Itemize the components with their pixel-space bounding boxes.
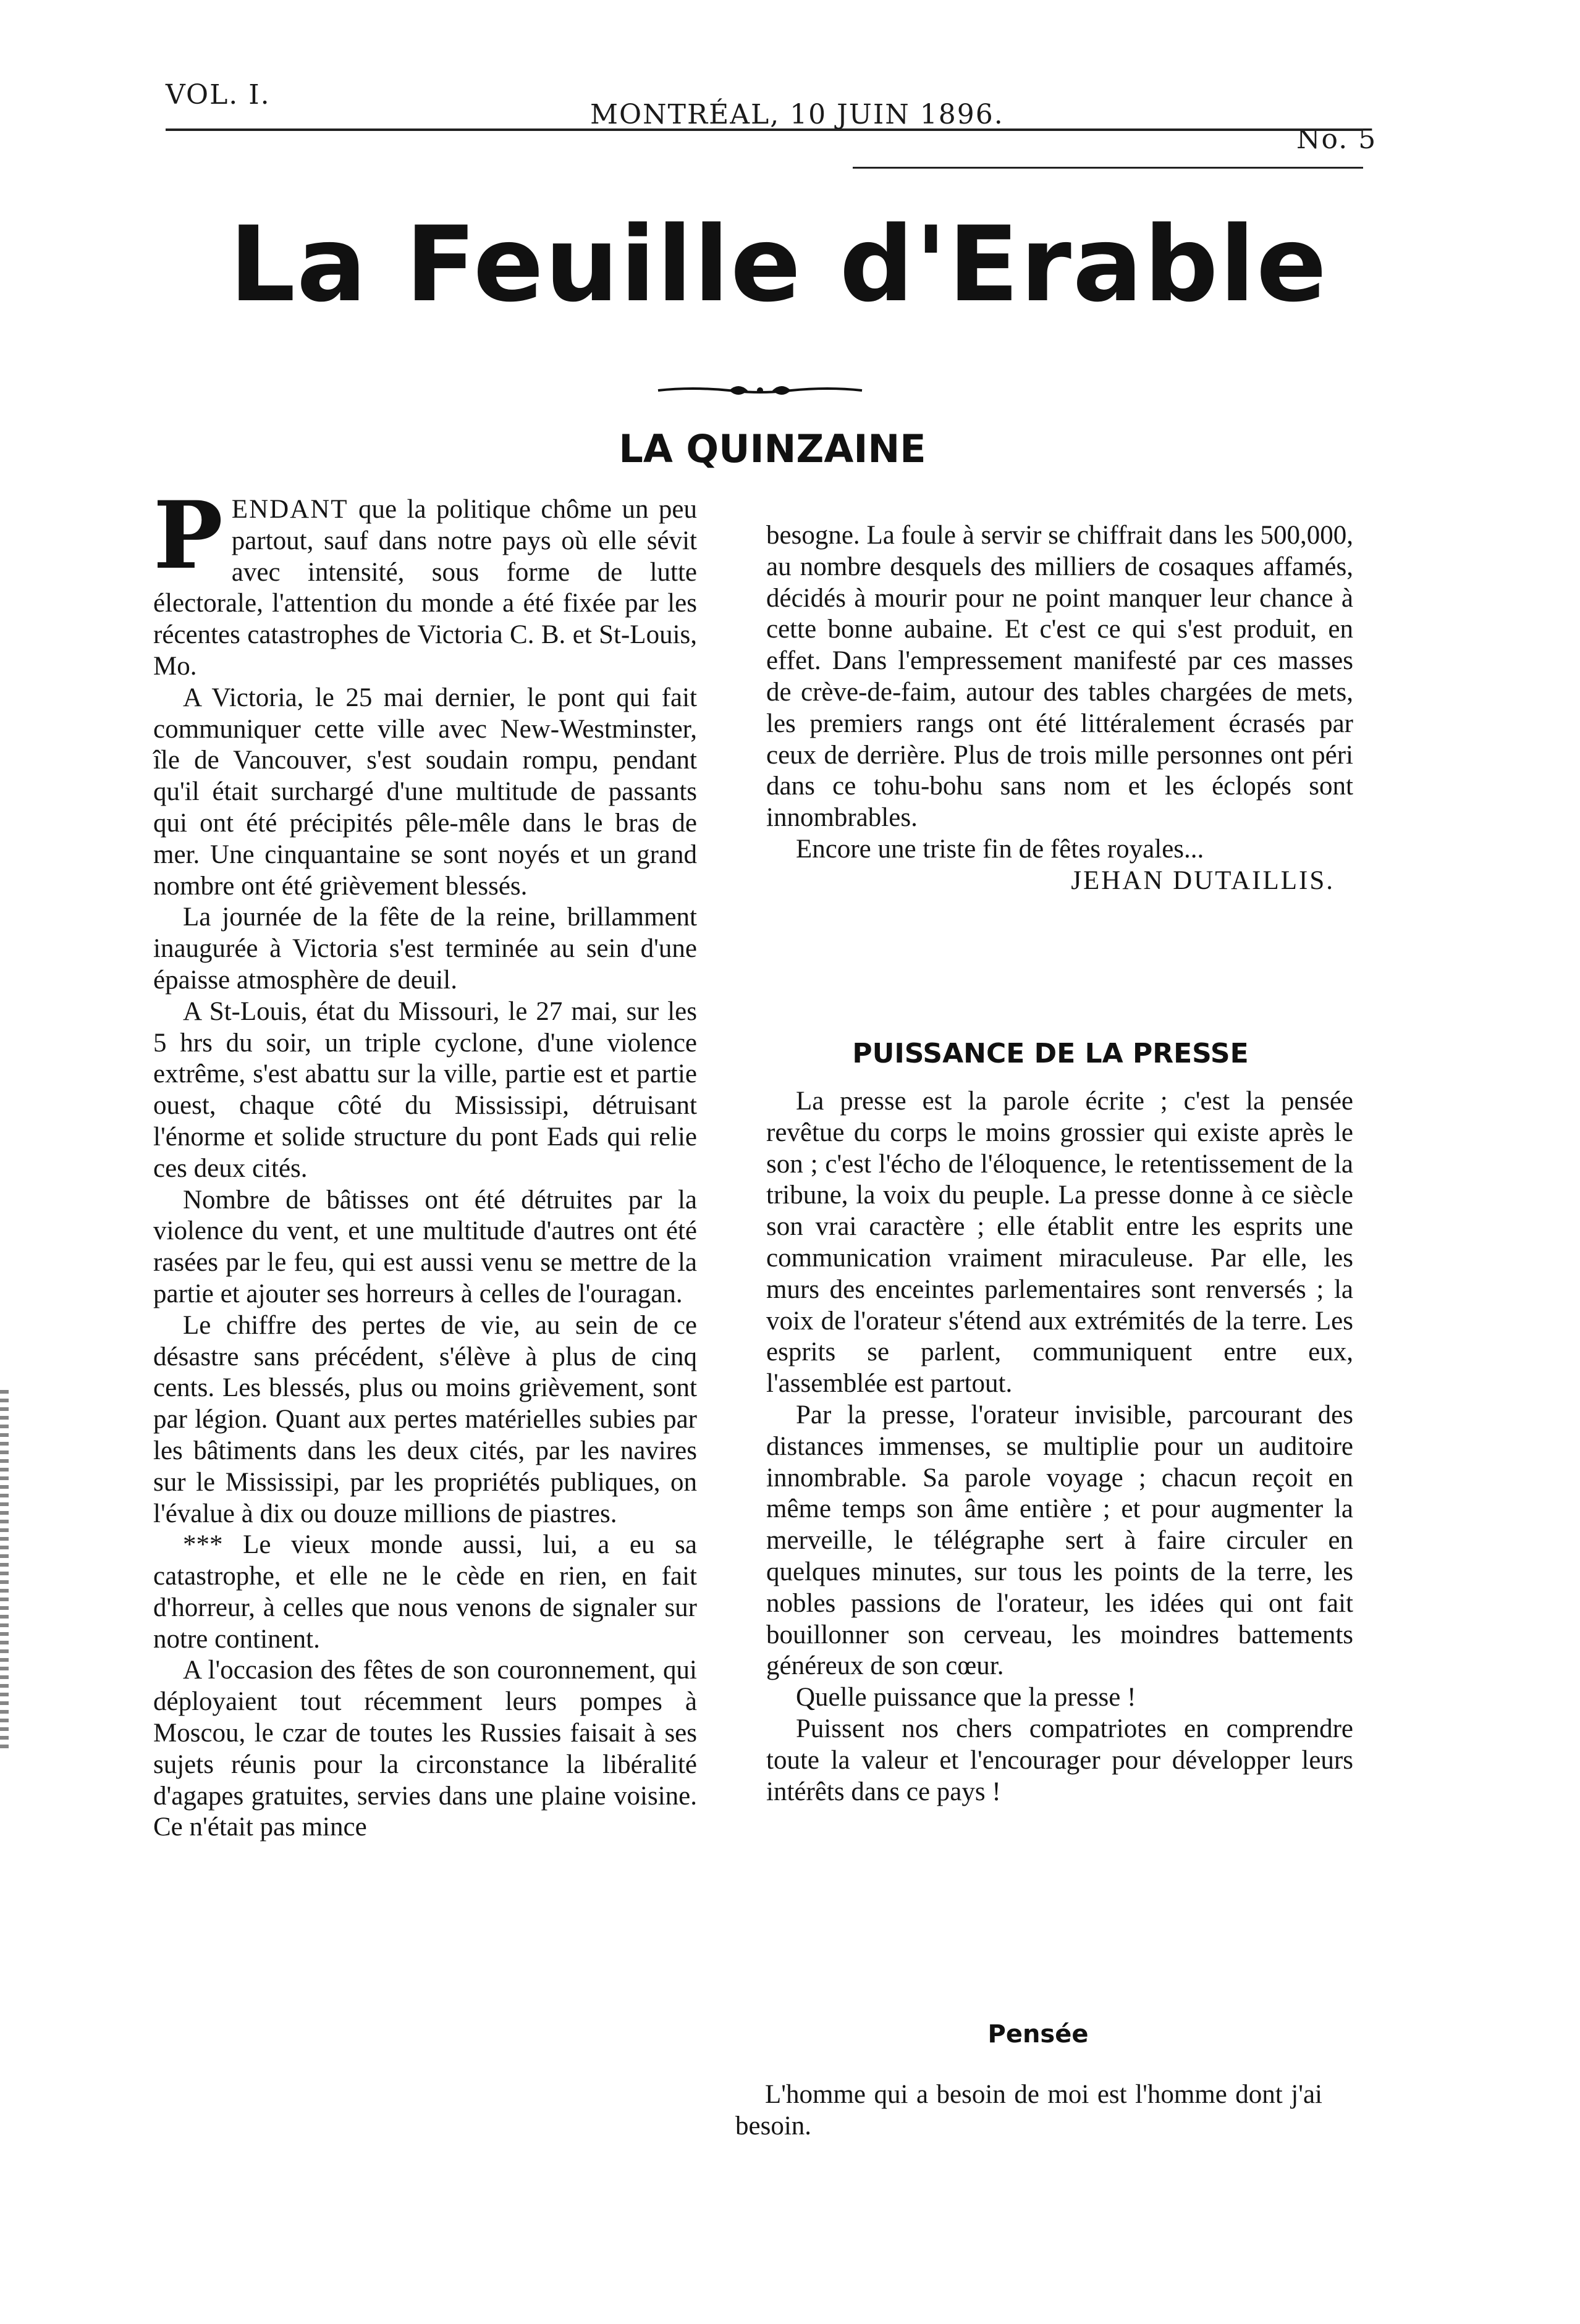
article-paragraph: Le chiffre des pertes de vie, au sein de ce désastre sans précédent, s'élève à plus de cinq cents. Les blessés, plus ou moins grièvement, sont par légion. Quant aux pertes matérielles subies par les bâtiments dans les deux cités, par les navires sur le Mississipi, par les propriétés publiques, on l'évalue à dix ou douze millions de piastres. [153,1310,697,1528]
article-paragraph: Quelle puissance que la presse ! [796,1683,1136,1712]
scan-edge-artifact [0,1390,9,1748]
issue-number: No. 5 [1296,124,1377,155]
article-paragraph: A St-Louis, état du Missouri, le 27 mai, sur les 5 hrs du soir, un triple cyclone, d'une violence extrême, s'est abattu sur la ville, partie est et partie ouest, chaque côté du Mississipi, détruisant l'énorme et solide structure du pont Eads qui relie ces deux cités. [153,996,697,1183]
article-column-pensee [735,2079,1322,2142]
header-rule [166,128,1363,131]
article-paragraph: *** Le vieux monde aussi, lui, a eu sa catastrophe, et elle ne le cède en rien, en fait d'horreur, à celles que nous venons de signaler sur notre continent. [153,1530,697,1654]
article-paragraph: Par la presse, l'orateur invisible, parcourant des distances immenses, se multiplie pour un auditoire innombrable. Sa parole voyage ; chacun reçoit en même temps son âme entière ; et pour augmenter la merveille, le télégraphe sert à faire circuler en quelques minutes, sur tous les points de la terre, les nobles passions de l'orateur, les idées qui ont fait bouillonner son cerveau, les moindres battements généreux de son cœur. [766,1400,1353,1681]
article-paragraph [153,481,697,683]
first-word: ENDANT [231,495,349,524]
article-paragraph: L'homme qui a besoin de moi est l'homme dont j'ai besoin. [735,2080,1322,2141]
signature-text: JEHAN DUTAILLIS. [1071,865,1335,895]
article-column-left [153,481,697,1843]
issue-date: MONTRÉAL, 10 JUIN 1896. [590,99,1004,130]
article-paragraph: Nombre de bâtisses ont été détruites par la violence du vent, et une multitude d'autres ont été rasées par le feu, qui est aussi venu se mettre de la partie et ajouter ses horreurs à celles de l'ouragan. [153,1185,697,1308]
article-column-right-top [766,520,1353,897]
section-heading-presse: PUISSANCE DE LA PRESSE [852,1038,1249,1069]
article-paragraph: La presse est la parole écrite ; c'est la pensée revêtue du corps le moins grossier qui existe après le son ; c'est l'écho de l'éloquence, le retentissement de la tribune, la voix du peuple. La presse donne à ce siècle son vrai caractère ; elle établit entre les esprits une communication vraiment miraculeuse. Par elle, les murs des enceintes parlementaires sont renversés ; la voix de l'orateur s'étend aux extrémités de la terre. Les esprits se parlent, communiquent entre eux, l'assemblée est partout. [766,1087,1353,1399]
masthead-title: La Feuille d'Erable [229,204,1329,325]
header-rule-right [853,167,1363,169]
article-column-presse [766,1086,1353,1808]
article-paragraph: La journée de la fête de la reine, brillamment inaugurée à Victoria s'est terminée au sein d'une épaisse atmosphère de deuil. [153,903,697,995]
section-heading-pensee: Pensée [987,2020,1089,2048]
article-paragraph: Encore une triste fin de fêtes royales... [796,834,1204,864]
drop-cap: P [153,481,223,590]
section-heading-quinzaine: LA QUINZAINE [619,426,926,471]
paragraph-text: que la politique chôme un peu partout, sauf dans notre pays où elle sévit avec intensité, sous forme de lutte électorale, l'attention du monde a été fixée par les récentes catastrophes de Victoria C. B. et St-Louis, Mo. [153,495,697,681]
article-paragraph: A Victoria, le 25 mai dernier, le pont qui fait communiquer cette ville avec New-Westminster, île de Vancouver, s'est soudain rompu, pendant qu'il était surchargé d'une multitude de passants qui ont été précipités pêle-mêle dans le bras de mer. Une cinquantaine se sont noyés et un grand nombre ont été grièvement blessés. [153,683,697,901]
volume-label: VOL. I. [166,79,271,111]
article-paragraph: Puissent nos chers compatriotes en comprendre toute la valeur et l'encourager pour développer leurs intérêts dans ce pays ! [766,1714,1353,1806]
article-paragraph: A l'occasion des fêtes de son couronnement, qui déployaient tout récemment leurs pompes à Moscou, le czar de toutes les Russies faisait à ses sujets réunis pour la circonstance la libéralité d'agapes gratuites, servies dans une plaine voisine. Ce n'était pas mince [153,1656,697,1842]
author-signature [766,865,1353,897]
article-paragraph: besogne. La foule à servir se chiffrait dans les 500,000, au nombre desquels des milliers de cosaques affamés, décidés à mourir pour ne point manquer leur chance à cette bonne aubaine. Et c'est ce qui s'est produit, en effet. Dans l'empressement manifesté par ces masses de crève-de-faim, autour des tables chargées de mets, les premiers rangs ont été littéralement écrasés par ceux de derrière. Plus de trois mille personnes ont péri dans ce tohu-bohu sans nom et les éclopés sont innombrables. [766,521,1353,833]
ornament-divider-icon [655,378,865,403]
